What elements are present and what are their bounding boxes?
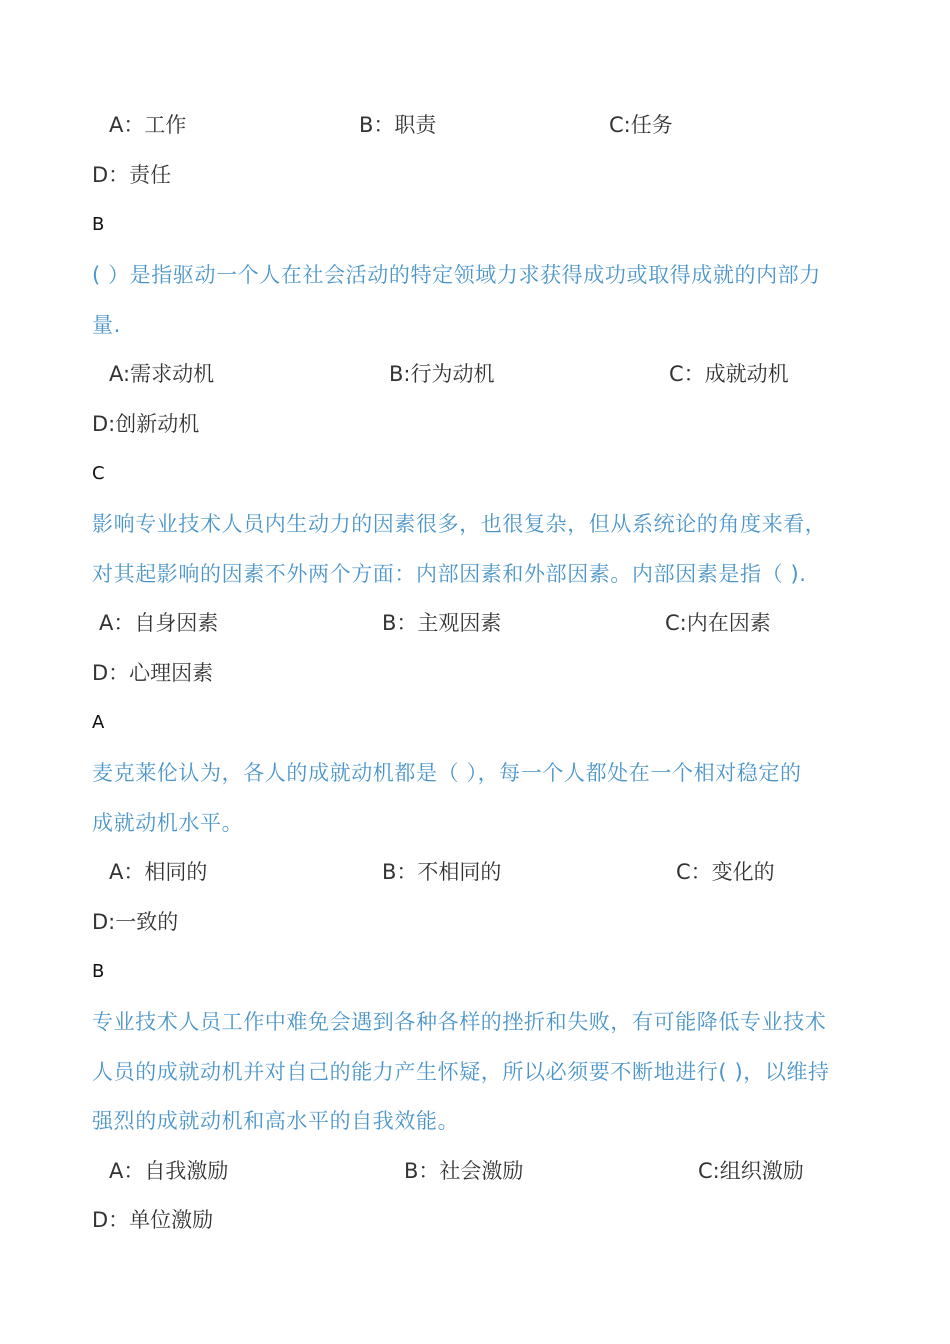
answer: C — [92, 463, 105, 484]
option-a: A：相同的 — [109, 860, 208, 884]
option-d: D:一致的 — [92, 910, 179, 934]
question-text-line: 影响专业技术人员内生动力的因素很多，也很复杂，但从系统论的角度来看， — [92, 512, 827, 536]
option-a: A：工作 — [109, 113, 187, 137]
option-a: A：自我激励 — [109, 1159, 229, 1183]
question-text-line: 人员的成就动机并对自己的能力产生怀疑，所以必须要不断地进行( )，以维持 — [92, 1060, 830, 1084]
option-a: A：自身因素 — [99, 611, 219, 635]
question-text-line: 成就动机水平。 — [92, 811, 244, 835]
option-d: D:创新动机 — [92, 412, 200, 436]
option-b: B：不相同的 — [382, 860, 502, 884]
question-text-line: 对其起影响的因素不外两个方面：内部因素和外部因素。内部因素是指（ ). — [92, 562, 807, 586]
answer: A — [92, 712, 105, 733]
option-d: D：心理因素 — [92, 661, 214, 685]
option-a: A:需求动机 — [109, 362, 215, 386]
option-c: C：成就动机 — [669, 362, 789, 386]
question-text-line: 强烈的成就动机和高水平的自我效能。 — [92, 1109, 460, 1133]
option-c: C:组织激励 — [698, 1159, 804, 1183]
question-text-line: 专业技术人员工作中难免会遇到各种各样的挫折和失败，有可能降低专业技术 — [92, 1010, 827, 1034]
option-b: B:行为动机 — [389, 362, 495, 386]
option-b: B：职责 — [359, 113, 437, 137]
option-d: D：责任 — [92, 163, 172, 187]
question-text-line: 量. — [92, 313, 121, 337]
option-b: B：主观因素 — [382, 611, 502, 635]
question-text-line: 麦克莱伦认为，各人的成就动机都是（ ），每一个人都处在一个相对稳定的 — [92, 761, 802, 785]
question-text-line: ( ）是指驱动一个人在社会活动的特定领域力求获得成功或取得成就的内部力 — [92, 263, 821, 287]
option-d: D：单位激励 — [92, 1208, 214, 1232]
option-c: C:任务 — [609, 113, 673, 137]
answer: B — [92, 214, 105, 235]
answer: B — [92, 961, 105, 982]
option-c: C:内在因素 — [665, 611, 771, 635]
option-c: C：变化的 — [676, 860, 775, 884]
option-b: B：社会激励 — [404, 1159, 524, 1183]
